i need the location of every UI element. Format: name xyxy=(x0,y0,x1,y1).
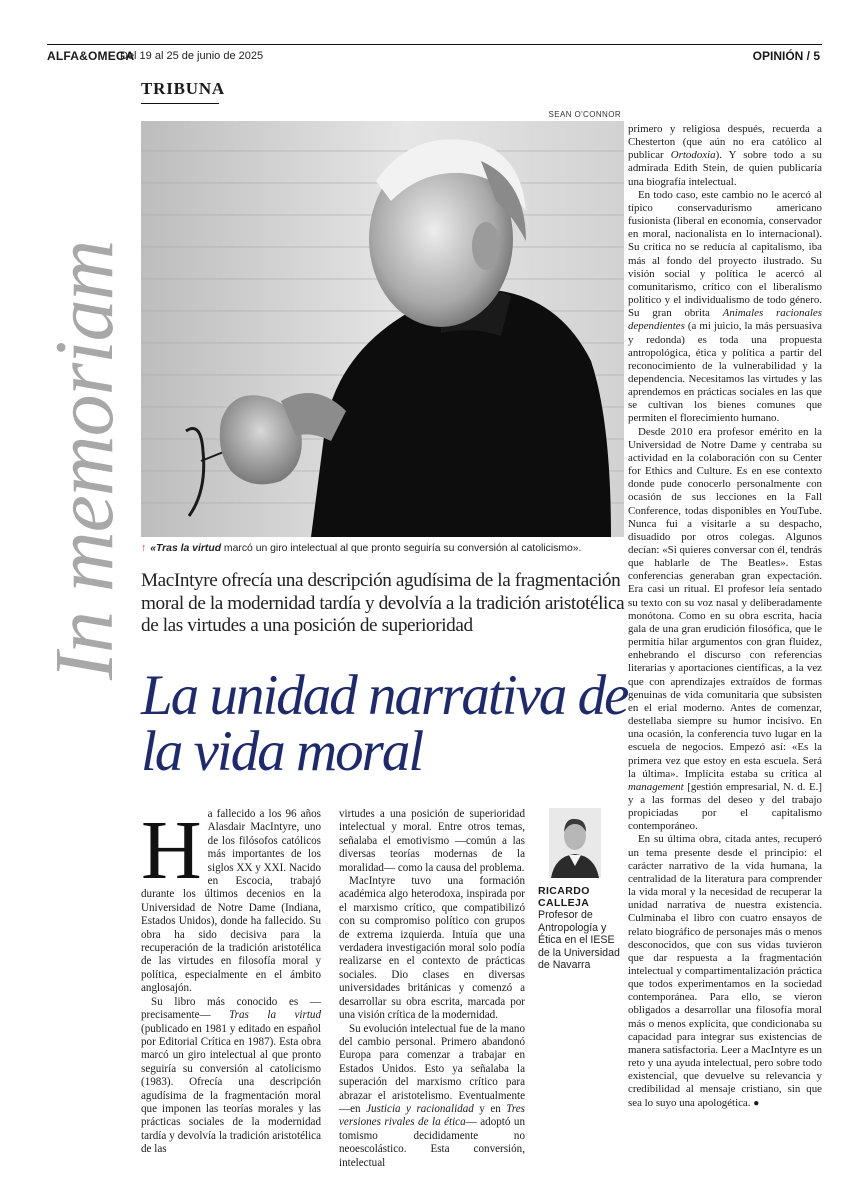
paragraph: ). Y sobre todo a su admirada Edith Stein, de quien publicaría una biografía intelectual. xyxy=(628,149,822,188)
photo-credit: SEAN O'CONNOR xyxy=(548,110,621,119)
caption-text: marcó un giro intelectual al que pronto seguiría su conversión al catolicismo». xyxy=(221,543,582,554)
publication-name: ALFA&OMEGA xyxy=(47,49,135,63)
dropcap: H xyxy=(141,804,202,897)
subheadline: MacIntyre ofrecía una descripción agudísima de la fragmentación moral de la modernidad tardía y devolvía a la tradición aristotélica de las virtudes a una posición de superioridad xyxy=(141,570,625,636)
paragraph: Desde 2010 era profesor emérito en la Universidad de Notre Dame y centraba su actividad en la colaboración con su Center for Ethics and Culture. Es en ese contexto donde pude conocerlo personalmente con ocasión de sus lecciones en la Fall Conference, todas disponibles en YouTube. Nunca fui a visitarle a su despacho, disuadido por otros colegas. Algunos decían: «Si quieres conversar con él, tendrás que hablarle de The Beatles». Estas conferencias generaban gran expectación. Era casi un ritual. El profesor leía sentado su texto con su voz nasal y deliberadamente monótona. Como en su obra escrita, hacía gala de una gran erudición filosófica, que le permitía hilar argumentos con gran fluidez, enhebrando el discurso con referencias literarias y aportaciones científicas, a la vez que con aprendizajes extraídos de formas genuinas de vida comunitaria que subsisten en el erial moderno. Antes de comenzar, destellaba siempre su humor incisivo. En una ocasión, la conferencia tuvo lugar en la escuela de negocios. Empezó así: «Es la primera vez que estoy en esta escuela. Será la última». Implícita estaba su crítica al xyxy=(628,425,822,780)
headline: La unidad narrativa de la vida moral xyxy=(141,664,628,783)
author-name: RICARDO CALLEJA xyxy=(538,885,590,909)
vertical-title: In memoriam xyxy=(38,240,131,680)
paragraph: virtudes a una posición de superioridad intelectual y moral. Entre otros temas, señalaba el emotivismo —común a las diversas teorías modernas de la moralidad— como la causa del problema. xyxy=(339,808,525,874)
section-page: OPINIÓN / 5 xyxy=(752,49,820,63)
caption-lead: «Tras la virtud xyxy=(150,543,222,554)
issue-date: Del 19 al 25 de junio de 2025 xyxy=(120,50,264,62)
body-column-1 xyxy=(141,804,321,1157)
arrow-up-icon: ↑ xyxy=(141,543,147,554)
paragraph: y en xyxy=(473,1102,507,1115)
book-title: Animales racionales dependientes xyxy=(628,307,822,333)
book-title: Tres versiones rivales de la ética xyxy=(339,1102,526,1129)
paragraph: — adoptó un tomismo decididamente no neoescolástico. Esta conversión, intelectual xyxy=(339,1116,525,1169)
term: management xyxy=(628,780,684,793)
end-mark-icon: ● xyxy=(753,1097,760,1109)
book-title: Ortodoxia xyxy=(670,149,716,162)
paragraph: MacIntyre tuvo una formación académica algo heterodoxa, inspirada por el marxismo crítico, que compatibilizó con su compromiso político con grupos de extrema izquierda. Intuía que una verdadera investigación moral solo podía realizarse en el contexto de prácticas sociales. Dio clases en diversas universidades británicas y comenzó a desarrollar su obra escrita, marcada por una visión crítica de la modernidad. xyxy=(339,875,525,1022)
paragraph: En su última obra, citada antes, recuperó un tema presente desde el principio: el carácter narrativo de la vida humana, la centralidad de la literatura para comprender la vida moral y la necesidad de recuperar la unidad narrativa de nuestra existencia. Culminaba el libro con cuatro ensayos de relato biográfico de personajes más o menos desconocidos, que con sus vidas tuvieron que dar respuesta a la fragmentación intelectual y compartimentalización práctica que todos experimentamos en la sociedad contemporánea. Para ello, se vieron obligados a desarrollar una filosofía moral más o menos explícita, que condicionaba su capacidad para integrar sus existencias de manera satisfactoria. Leer a MacIntyre es un reto y una ayuda intelectual, pero sobre todo existencial, que devuelve su relevancia y credibilidad al mensaje cristiano, sin que sea lo suyo una apologética. xyxy=(628,833,822,1109)
paragraph: (a mi juicio, la más persuasiva y redonda) es toda una propuesta antropológica, ética y política a partir del reconocimiento de la vulnerabilidad y la dependencia. Necesitamos las virtudes y las aprendemos en prácticas sociales en las que se cultivan los bienes comunes que permiten el florecimiento humano. xyxy=(628,320,822,425)
header-rule xyxy=(47,44,822,45)
paragraph: Su evolución intelectual fue de la mano del cambio personal. Primero abandonó Europa para comenzar a trabajar en Estados Unidos. Esto ya señalaba la superación del marxismo crítico para abrazar el aristotelismo. Eventualmente —en xyxy=(339,1022,525,1115)
paragraph: Su libro más conocido es —precisamente— xyxy=(141,995,321,1022)
kicker: TRIBUNA xyxy=(141,79,226,98)
body-column-2 xyxy=(339,808,525,1170)
author-bio: Profesor de Antropología y Ética en el IESE de la Universidad de Navarra xyxy=(538,909,620,972)
paragraph: En todo caso, este cambio no le acercó al típico conservadurismo americano fusionista (liberal en economía, conservador en moral, nacionalista en lo internacional). Su crítica no se reducía al capitalismo, iba más al fondo del proyecto ilustrado. Su visión social y política le acercó al comunitarismo, crítico con el liberalismo político y el individualismo de todo género. Su gran obrita xyxy=(628,188,822,320)
paragraph: primero y religiosa después, recuerda a Chesterton (que aún no era católico al publicar xyxy=(628,123,822,162)
body-column-3 xyxy=(628,123,822,1110)
paragraph: [gestión empresarial, N. d. E.] y a las formas del deseo y del trabajo propiciadas por el capitalismo contemporáneo. xyxy=(628,780,822,833)
kicker-rule xyxy=(141,103,219,104)
photo-caption xyxy=(141,543,631,554)
paragraph: a fallecido a los 96 años Alasdair MacIntyre, uno de los filósofos católicos más importantes de los siglos XX y XXI. Nacido en Escocia, trabajó durante los últimos decenios en la Universidad de Notre Dame (Indiana, Estados Unidos), donde ha fallecido. Su obra ha sido decisiva para la recuperación de la tradición aristotélica de las virtudes en filosofía moral y política, especialmente en el ámbito anglosajón. xyxy=(141,808,321,995)
book-title: Justicia y racionalidad xyxy=(366,1102,474,1115)
book-title: Tras la virtud xyxy=(229,1009,321,1022)
paragraph: (publicado en 1981 y editado en español por Editorial Crítica en 1987). Esta obra marcó un giro intelectual al que pronto seguiría su conversión al catolicismo (1983). Ofrecía una descripción agudísima de la fragmentación moral que imponen las teorías morales y las prácticas sociales de la modernidad tardía y devolvía la tradición aristotélica de las xyxy=(141,1022,321,1156)
portrait-photo xyxy=(141,121,624,537)
author-avatar xyxy=(549,808,601,878)
